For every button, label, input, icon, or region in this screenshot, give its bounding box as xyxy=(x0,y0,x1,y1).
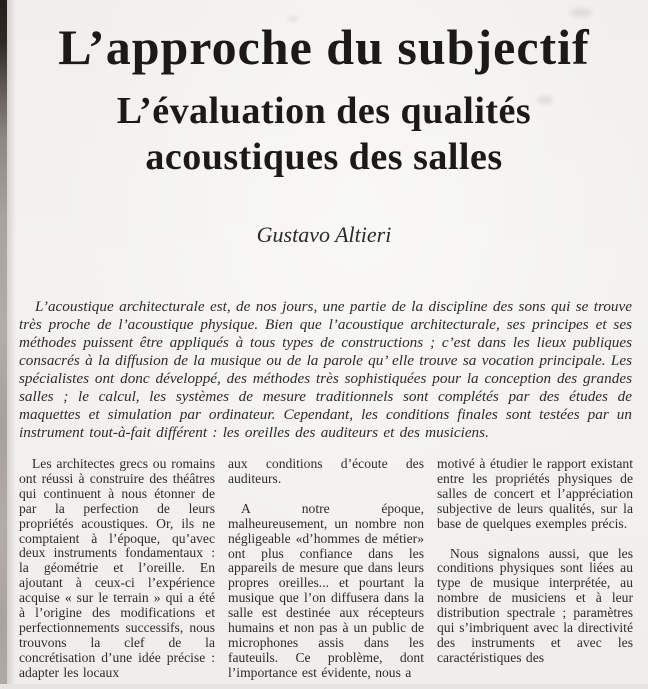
article-title: L’approche du subjectif xyxy=(58,19,590,75)
subtitle-line-2: acoustiques des salles xyxy=(145,136,503,178)
column-3-paragraph-2: Nous signalons aussi, que les conditions physiques sont liées au type de musique interprétée, au nombre de musiciens et à leur distribution spectrale ; paramètres qui s’imbriquent avec la directivité des instruments et avec les caractéristiques des xyxy=(437,545,633,665)
column-1-paragraph-1: Les architectes grecs ou romains ont réussi à construire des théâtres qui continuent à nous étonner de par la perfection de leurs propriétés acoustiques. Or, ils ne comptaient à l’époque, qu’avec deux instruments fondamentaux : la géométrie et l’oreille. En ajoutant à ceux-ci l’expérience acquise « sur le terrain » qui a été à l’origine des modifications et perfectionnements successifs, nous trouvons la clef de la concrétisation d’une idée précise : adapter les locaux xyxy=(19,456,215,680)
author-byline: Gustavo Altieri xyxy=(256,222,392,247)
scan-edge-artifact xyxy=(0,0,7,689)
lead-paragraph: L’acoustique architecturale est, de nos jours, une partie de la discipline des sons qui se trouve très proche de l’acoustique physique. Bien que l’acoustique architecturale, ses principes et ses méthodes puissent être appliqués à tous types de constructions ; c’est dans les lieux publiques consacrés à la diffusion de la musique ou de la parole qu’ elle trouve sa vocation principale. Les spécialistes ont donc développé, des méthodes très sophistiquées pour la conception des grandes salles ; le calcul, les systèmes de mesure traditionnels sont complétés par des études de maquettes et simulation par ordinateur. Cependant, les conditions finales sont testées par un instrument tout-à-fait différent : les oreilles des auditeurs et des musiciens. xyxy=(19,298,632,441)
scan-smudge xyxy=(537,96,553,104)
scan-smudge xyxy=(288,16,298,22)
column-3 xyxy=(437,457,633,681)
body-columns xyxy=(19,457,633,681)
column-2-paragraph-2: A notre époque, malheureusement, un nombre non négligeable «d’hommes de métier» ont plus confiance dans les appareils de mesure que dans leurs propres oreilles... et pourtant la musique que l’on diffusera dans la salle est destinée aux récepteurs humains et non pas à un public de microphones assis dans les fauteuils. Ce problème, dont l’importance est évidente, nous a xyxy=(228,500,424,680)
column-2 xyxy=(228,457,424,681)
column-1 xyxy=(19,457,215,681)
subtitle-line-1: L’évaluation des qualités xyxy=(116,90,532,132)
page-bottom-edge xyxy=(0,684,648,689)
scan-smudge xyxy=(570,8,592,17)
column-3-paragraph-1: motivé à étudier le rapport existant entre les propriétés physiques de salles de concert et l’appréciation subjective de leurs qualités, sur la base de quelques exemples précis. xyxy=(437,456,633,531)
column-2-paragraph-1: aux conditions d’écoute des auditeurs. xyxy=(228,456,424,486)
